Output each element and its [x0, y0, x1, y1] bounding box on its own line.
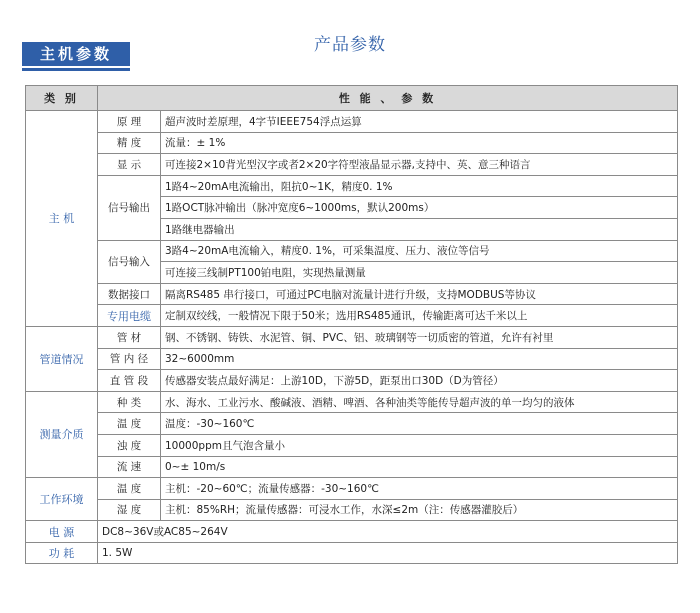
subcategory-label: 浊 度 — [98, 434, 161, 456]
category-environment: 工作环境 — [26, 478, 98, 521]
spec-value: 0~± 10m/s — [161, 456, 678, 478]
table-row — [26, 521, 678, 543]
category-power-consumption: 功 耗 — [26, 542, 98, 564]
spec-value: 定制双绞线，一般情况下限于50米；选用RS485通讯，传输距离可达千米以上 — [161, 305, 678, 327]
table-row — [26, 240, 678, 262]
spec-value: 可连接三线制PT100铂电阻，实现热量测量 — [161, 262, 678, 284]
table-row — [26, 111, 678, 133]
subcategory-label: 精 度 — [98, 132, 161, 154]
table-row — [26, 305, 678, 327]
spec-value: DC8~36V或AC85~264V — [98, 521, 678, 543]
subcategory-label: 信号输入 — [98, 240, 161, 283]
spec-value: 3路4~20mA电流输入，精度0. 1%，可采集温度、压力、液位等信号 — [161, 240, 678, 262]
category-cable: 专用电缆 — [98, 305, 161, 327]
category-power-supply: 电 源 — [26, 521, 98, 543]
subcategory-label: 流 速 — [98, 456, 161, 478]
spec-value: 10000ppm且气泡含量小 — [161, 434, 678, 456]
subcategory-label: 管 材 — [98, 326, 161, 348]
subcategory-label: 直 管 段 — [98, 370, 161, 392]
spec-value: 1路继电器输出 — [161, 218, 678, 240]
table-row — [26, 283, 678, 305]
subcategory-label: 显 示 — [98, 154, 161, 176]
spec-value: 水、海水、工业污水、酸碱液、酒精、啤酒、各种油类等能传导超声波的单一均匀的液体 — [161, 391, 678, 413]
subcategory-label: 湿 度 — [98, 499, 161, 521]
section-badge: 主机参数 — [22, 42, 130, 66]
table-row — [26, 348, 678, 370]
spec-header: 性 能 、 参 数 — [98, 86, 678, 111]
category-medium: 测量介质 — [26, 391, 98, 477]
section-underline — [22, 68, 130, 71]
category-host: 主 机 — [26, 111, 98, 327]
spec-table — [25, 85, 678, 564]
spec-value: 1路4~20mA电流输出，阻抗0~1K，精度0. 1% — [161, 175, 678, 197]
spec-value: 主机：-20~60℃；流量传感器：-30~160℃ — [161, 478, 678, 500]
subcategory-label: 数据接口 — [98, 283, 161, 305]
table-row — [26, 132, 678, 154]
subcategory-label: 温 度 — [98, 478, 161, 500]
spec-value: 隔离RS485 串行接口，可通过PC电脑对流量计进行升级，支持MODBUS等协议 — [161, 283, 678, 305]
category-header: 类 别 — [26, 86, 98, 111]
spec-value: 超声波时差原理，4字节IEEE754浮点运算 — [161, 111, 678, 133]
spec-value: 32~6000mm — [161, 348, 678, 370]
subcategory-label: 管 内 径 — [98, 348, 161, 370]
subcategory-label: 温 度 — [98, 413, 161, 435]
page-title: 产品参数 — [314, 35, 386, 55]
subcategory-label: 种 类 — [98, 391, 161, 413]
table-row — [26, 391, 678, 413]
table-header-row — [26, 86, 678, 111]
spec-value: 流量：± 1% — [161, 132, 678, 154]
table-row — [26, 499, 678, 521]
table-row — [26, 456, 678, 478]
table-row — [26, 326, 678, 348]
table-row — [26, 154, 678, 176]
table-row — [26, 478, 678, 500]
spec-value: 1. 5W — [98, 542, 678, 564]
table-row — [26, 434, 678, 456]
table-row — [26, 413, 678, 435]
category-pipe: 管道情况 — [26, 326, 98, 391]
spec-value: 可连接2×10背光型汉字或者2×20字符型液晶显示器,支持中、英、意三种语言 — [161, 154, 678, 176]
subcategory-label: 原 理 — [98, 111, 161, 133]
spec-value: 1路OCT脉冲输出（脉冲宽度6~1000ms，默认200ms） — [161, 197, 678, 219]
spec-value: 温度：-30~160℃ — [161, 413, 678, 435]
spec-value: 传感器安装点最好满足：上游10D，下游5D，距泵出口30D（D为管径） — [161, 370, 678, 392]
table-row — [26, 542, 678, 564]
spec-value: 主机：85%RH；流量传感器：可浸水工作，水深≤2m（注：传感器灌胶后） — [161, 499, 678, 521]
spec-value: 钢、不锈钢、铸铁、水泥管、铜、PVC、铝、玻璃钢等一切质密的管道，允许有衬里 — [161, 326, 678, 348]
subcategory-label: 信号输出 — [98, 175, 161, 240]
table-row — [26, 370, 678, 392]
table-row — [26, 175, 678, 197]
